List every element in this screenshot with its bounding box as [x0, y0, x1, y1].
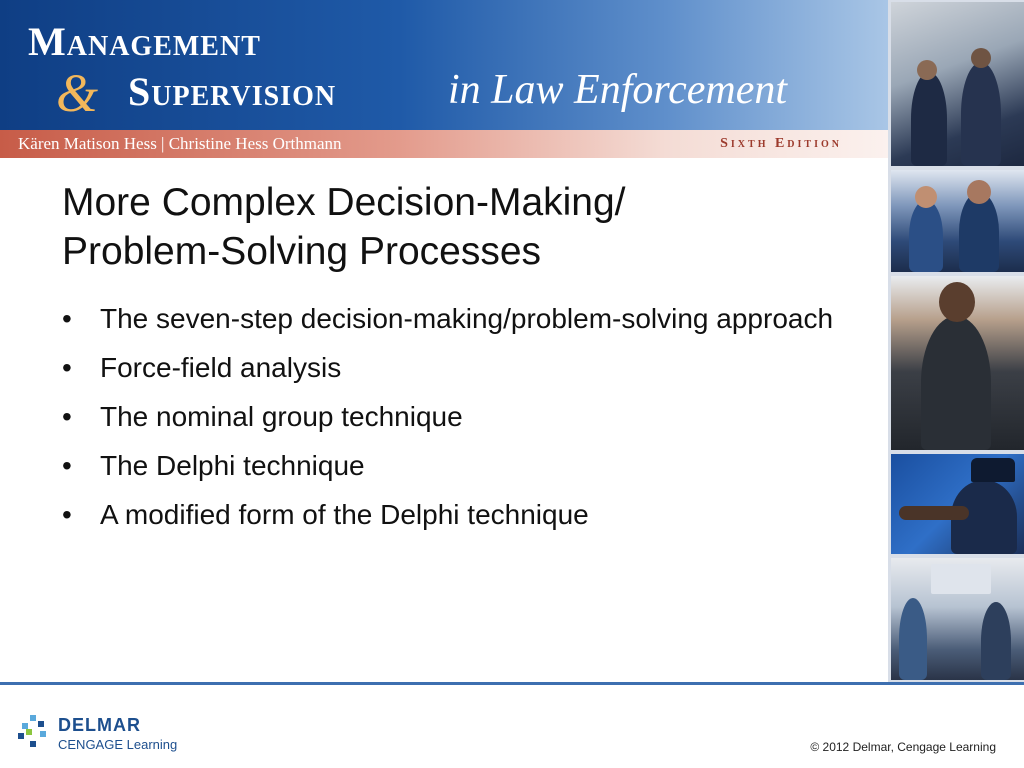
officers-in-car-photo	[891, 170, 1024, 272]
footer	[0, 685, 1024, 768]
delmar-cengage-logo	[16, 713, 216, 763]
book-title-supervision: Supervision	[128, 69, 337, 114]
officer-at-computer-photo	[891, 276, 1024, 450]
bullet-item	[62, 398, 862, 436]
officers-at-desk-photo	[891, 2, 1024, 166]
bullet-text: The Delphi technique	[100, 450, 365, 481]
bullet-text: A modified form of the Delphi technique	[100, 499, 589, 530]
book-title-management: Management	[28, 19, 261, 64]
bullet-icon: •	[62, 352, 72, 383]
book-subtitle: in Law Enforcement	[448, 67, 788, 113]
slide-title-line-2: Problem-Solving Processes	[62, 230, 542, 273]
slide-title	[62, 178, 862, 276]
bullet-icon: •	[62, 401, 72, 432]
bullet-item	[62, 447, 862, 485]
author-names: Kären Matison Hess | Christine Hess Orthmann	[18, 134, 342, 153]
logo-name: DELMAR	[58, 715, 141, 735]
officer-salute-photo	[891, 454, 1024, 554]
bullet-item	[62, 496, 862, 534]
author-strip	[0, 130, 888, 158]
bullet-text: Force-field analysis	[100, 352, 342, 383]
bullet-icon: •	[62, 303, 72, 334]
header-banner	[0, 0, 888, 130]
edition-label: Sixth Edition	[720, 136, 842, 151]
bullet-text: The nominal group technique	[100, 401, 463, 432]
training-room-photo	[891, 558, 1024, 680]
bullet-text: The seven-step decision-making/problem-solving approach	[100, 303, 834, 334]
copyright-text: © 2012 Delmar, Cengage Learning	[810, 740, 996, 754]
slide-title-line-1: More Complex Decision-Making/	[62, 181, 626, 224]
photo-column	[888, 0, 1024, 682]
bullet-icon: •	[62, 499, 72, 530]
bullet-item	[62, 300, 862, 338]
delmar-logo-icon	[16, 715, 50, 749]
bullet-list	[62, 300, 862, 545]
bullet-icon: •	[62, 450, 72, 481]
logo-tagline: CENGAGE Learning	[58, 737, 178, 752]
bullet-item	[62, 349, 862, 387]
book-title-ampersand: &	[56, 63, 99, 123]
